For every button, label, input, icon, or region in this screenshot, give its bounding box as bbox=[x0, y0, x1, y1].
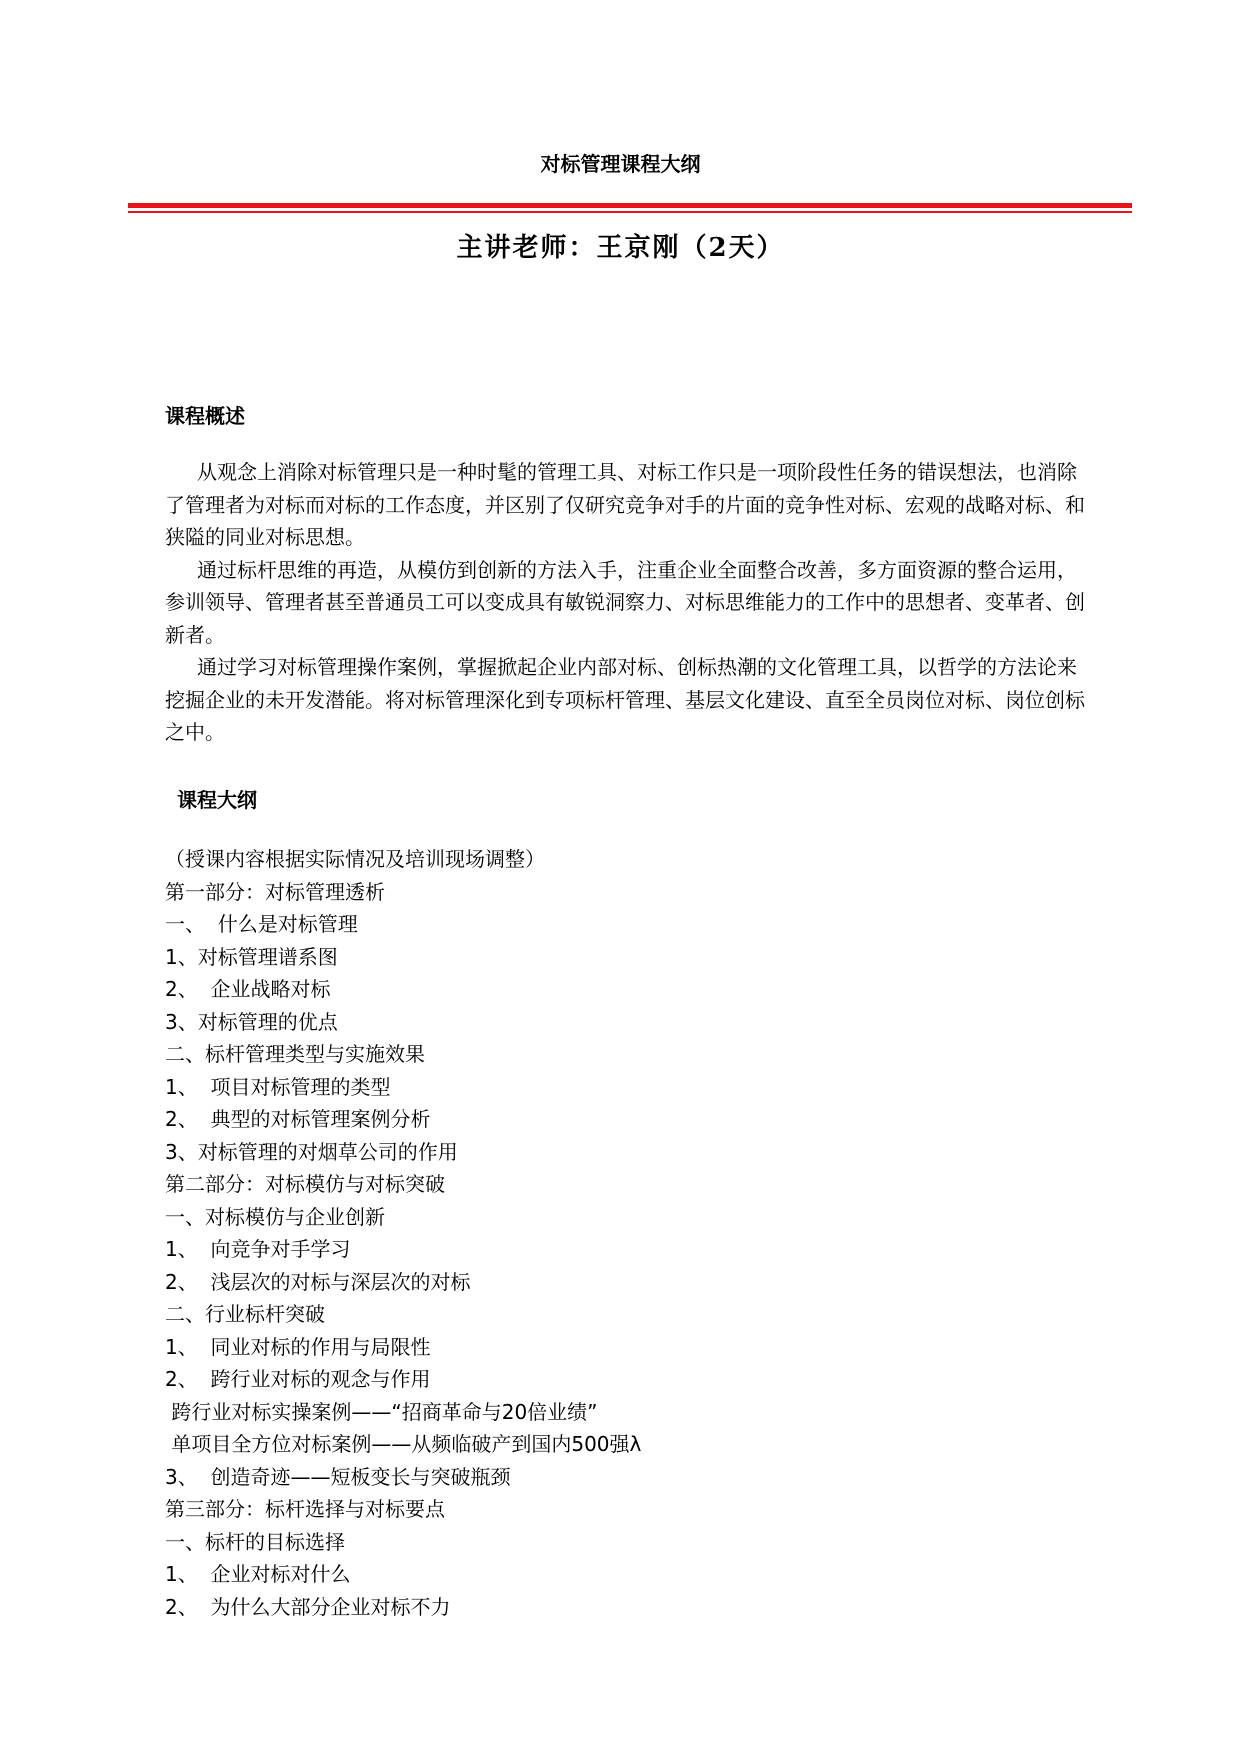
outline-list bbox=[165, 843, 1090, 1623]
outline-item: 2、 浅层次的对标与深层次的对标 bbox=[165, 1269, 471, 1294]
outline-heading: 课程大纲 bbox=[177, 788, 257, 812]
outline-item: 1、 向竞争对手学习 bbox=[165, 1237, 351, 1261]
outline-item: 二、标杆管理类型与实施效果 bbox=[165, 1042, 425, 1066]
overview-heading: 课程概述 bbox=[165, 404, 245, 428]
instructor-line: 主讲老师：王京刚（2天） bbox=[456, 233, 785, 263]
outline-item: （授课内容根据实际情况及培训现场调整） bbox=[165, 847, 545, 871]
outline-item: 2、 企业战略对标 bbox=[165, 977, 331, 1001]
outline-item: 一、标杆的目标选择 bbox=[165, 1529, 345, 1554]
outline-item: 2、 为什么大部分企业对标不力 bbox=[165, 1594, 451, 1619]
outline-item: 一、 什么是对标管理 bbox=[165, 912, 358, 936]
outline-item: 第二部分：对标模仿与对标突破 bbox=[165, 1172, 445, 1196]
outline-item: 1、 同业对标的作用与局限性 bbox=[165, 1334, 431, 1359]
outline-item: 单项目全方位对标案例——从频临破产到国内500强λ bbox=[165, 1432, 642, 1456]
outline-item: 1、 项目对标管理的类型 bbox=[165, 1074, 391, 1099]
outline-item: 2、 典型的对标管理案例分析 bbox=[165, 1107, 431, 1131]
outline-item: 1、 企业对标对什么 bbox=[165, 1562, 351, 1586]
document-title: 对标管理课程大纲 bbox=[540, 152, 701, 176]
overview-paragraph: 通过标杆思维的再造，从模仿到创新的方法入手，注重企业全面整合改善，多方面资源的整合运用，参训领导、管理者甚至普通员工可以变成具有敏锐洞察力、对标思维能力的工作中的思想者、变革者、创新者。 bbox=[165, 557, 1085, 647]
outline-item: 1、对标管理谱系图 bbox=[165, 944, 338, 969]
outline-item: 第一部分：对标管理透析 bbox=[165, 879, 385, 904]
outline-item: 一、对标模仿与企业创新 bbox=[165, 1204, 385, 1229]
outline-item: 第三部分：标杆选择与对标要点 bbox=[165, 1497, 445, 1521]
outline-item: 二、行业标杆突破 bbox=[165, 1302, 325, 1326]
overview-body bbox=[165, 456, 1090, 749]
overview-paragraph: 从观念上消除对标管理只是一种时髦的管理工具、对标工作只是一项阶段性任务的错误想法，也消除了管理者为对标而对标的工作态度，并区别了仅研究竞争对手的片面的竞争性对标、宏观的战略对标、和狭隘的同业对标思想。 bbox=[165, 460, 1085, 549]
header-rule-thick bbox=[128, 203, 1132, 208]
outline-item: 3、对标管理的对烟草公司的作用 bbox=[165, 1139, 458, 1164]
outline-item: 3、对标管理的优点 bbox=[165, 1009, 338, 1034]
header-rule-thin bbox=[128, 211, 1132, 213]
outline-item: 2、 跨行业对标的观念与作用 bbox=[165, 1367, 431, 1391]
overview-paragraph: 通过学习对标管理操作案例，掌握掀起企业内部对标、创标热潮的文化管理工具，以哲学的方法论来挖掘企业的未开发潜能。将对标管理深化到专项标杆管理、基层文化建设、直至全员岗位对标、岗位创标之中。 bbox=[165, 655, 1085, 744]
outline-item: 3、 创造奇迹——短板变长与突破瓶颈 bbox=[165, 1464, 511, 1489]
outline-item: 跨行业对标实操案例——“招商革命与20倍业绩” bbox=[165, 1399, 598, 1424]
